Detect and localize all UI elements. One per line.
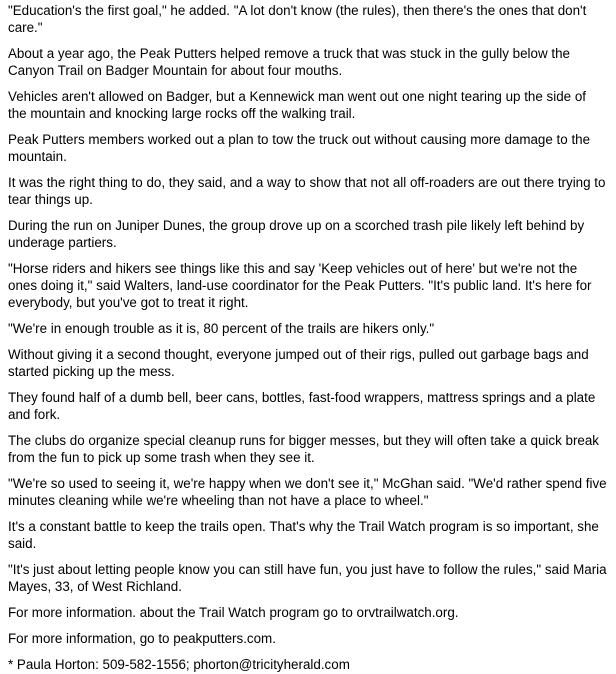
article-paragraph: "It's just about letting people know you can still have fun, you just have to follow the rules," said Maria Mayes, 33, of West Richland. [8,562,607,594]
article-paragraph: Without giving it a second thought, everyone jumped out of their rigs, pulled out garbage bags and started picking up the mess. [8,347,589,379]
info-line-trail-watch: For more information. about the Trail Watch program go to orvtrailwatch.org. [8,605,459,620]
author-contact: * Paula Horton: 509-582-1556; phorton@tricityherald.com [8,657,350,672]
info-line-peak-putters: For more information, go to peakputters.com. [8,631,276,646]
article-paragraph: "Horse riders and hikers see things like this and say 'Keep vehicles out of here' but we're not the ones doing it," said Walters, land-use coordinator for the Peak Putters. "It's public land. It's here for everybody, but you've got to treat it right. [8,261,592,310]
article-paragraph: During the run on Juniper Dunes, the group drove up on a scorched trash pile likely left behind by underage partiers. [8,218,585,250]
article-paragraph: "Education's the first goal," he added. "A lot don't know (the rules), then there's the ones that don't care." [8,3,587,35]
article-paragraph: Peak Putters members worked out a plan to tow the truck out without causing more damage to the mountain. [8,132,591,164]
article-paragraph: The clubs do organize special cleanup runs for bigger messes, but they will often take a quick break from the fun to pick up some trash when they see it. [8,433,599,465]
article-paragraph: They found half of a dumb bell, beer cans, bottles, fast-food wrappers, mattress springs and a plate and fork. [8,390,596,422]
article-paragraph: "We're in enough trouble as it is, 80 percent of the trails are hikers only." [8,321,435,336]
article-paragraph: It's a constant battle to keep the trails open. That's why the Trail Watch program is so important, she said. [8,519,599,551]
article-paragraph: About a year ago, the Peak Putters helped remove a truck that was stuck in the gully below the Canyon Trail on Badger Mountain for about four mouths. [8,46,570,78]
article-paragraph: Vehicles aren't allowed on Badger, but a Kennewick man went out one night tearing up the side of the mountain and knocking large rocks off the walking trail. [8,89,586,121]
article-paragraph: "We're so used to seeing it, we're happy when we don't see it," McGhan said. "We'd rather spend five minutes cleaning while we're wheeling than not have a place to wheel." [8,476,607,508]
article-paragraph: It was the right thing to do, they said, and a way to show that not all off-roaders are out there trying to tear things up. [8,175,606,207]
